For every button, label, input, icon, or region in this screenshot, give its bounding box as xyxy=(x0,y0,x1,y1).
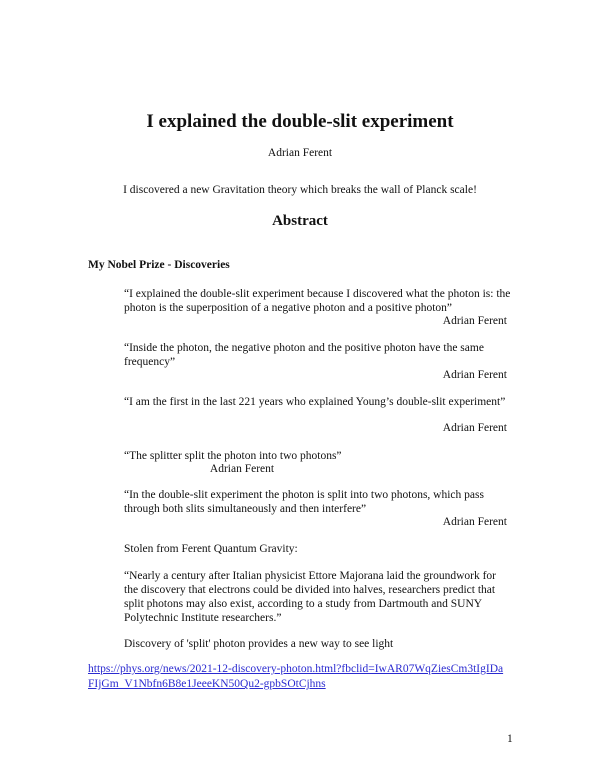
discovery-line: Discovery of 'split' photon provides a new way to see light xyxy=(124,638,394,650)
quote-text: “I explained the double-slit experiment because I discovered what the photon is: the photon is the superposition of a negative photon and a positive photon” xyxy=(124,288,511,314)
paper-title: I explained the double-slit experiment xyxy=(146,111,454,132)
section-heading: My Nobel Prize - Discoveries xyxy=(88,259,230,271)
quote-text: “I am the first in the last 221 years who explained Young’s double-slit experiment” xyxy=(124,396,506,408)
quote-attribution: Adrian Ferent xyxy=(442,516,507,528)
quote-attribution: Adrian Ferent xyxy=(442,369,507,381)
quote-attribution: Adrian Ferent xyxy=(209,463,275,475)
paper-author: Adrian Ferent xyxy=(267,147,333,159)
quote-text: “The splitter split the photon into two photons” xyxy=(124,450,342,462)
quote-attribution: Adrian Ferent xyxy=(442,315,507,327)
quote-attribution: Adrian Ferent xyxy=(442,422,507,434)
page-number: 1 xyxy=(507,733,513,745)
stolen-label: Stolen from Ferent Quantum Gravity: xyxy=(124,543,298,555)
paper-tagline: I discovered a new Gravitation theory which breaks the wall of Planck scale! xyxy=(123,184,477,196)
abstract-heading: Abstract xyxy=(272,213,328,229)
quote-text: “In the double-slit experiment the photon is split into two photons, which pass through both slits simultaneously and then interfere” xyxy=(124,489,484,515)
source-link[interactable]: https://phys.org/news/2021-12-discovery-photon.html?fbclid=IwAR07WqZiesCm3tIgIDaFIjGm_V1Nbfn6B8e1JeeeKN50Qu2-gpbSOtCjhns xyxy=(88,663,504,690)
stolen-quote: “Nearly a century after Italian physicist Ettore Majorana laid the groundwork for the discovery that electrons could be divided into halves, researchers predict that split photons may also exist, according to a study from Dartmouth and SUNY Polytechnic Institute researchers.” xyxy=(124,570,497,624)
quote-text: “Inside the photon, the negative photon and the positive photon have the same frequency” xyxy=(124,342,484,368)
